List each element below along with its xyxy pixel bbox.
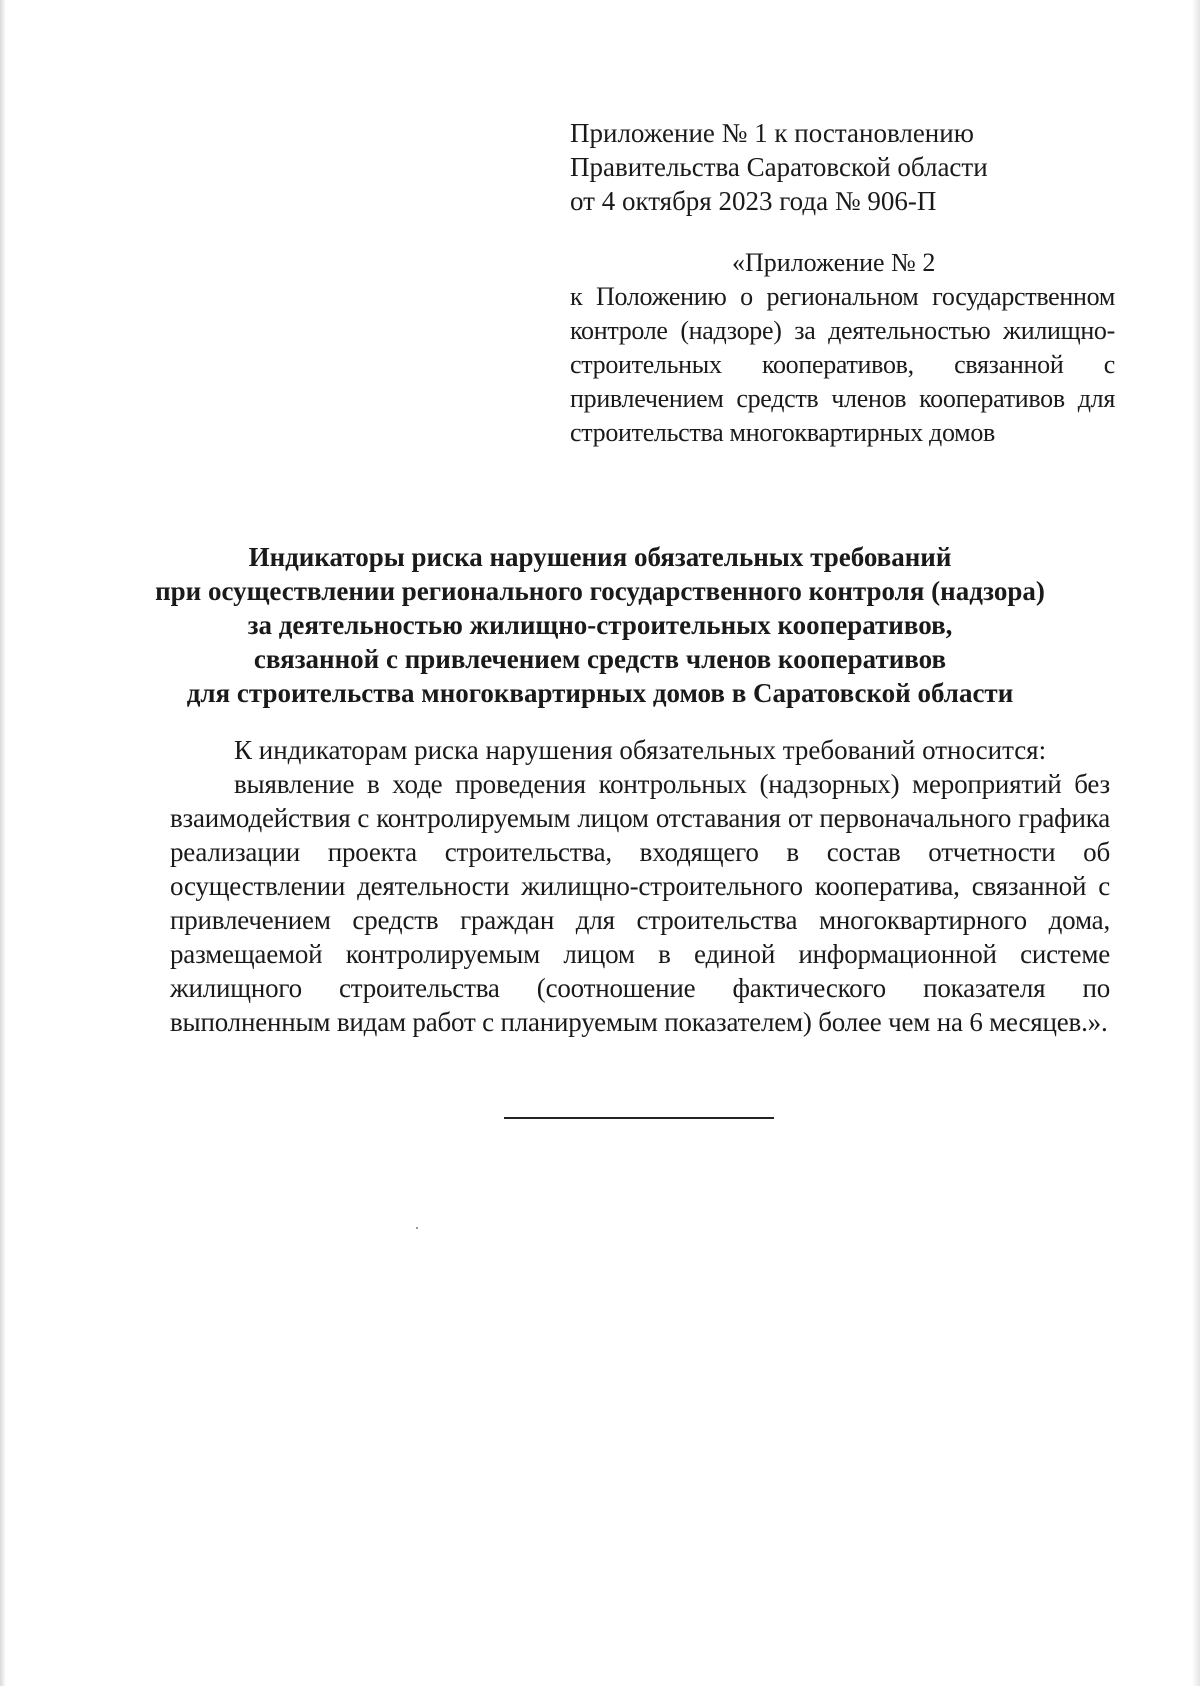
- separator-line: [504, 1117, 774, 1119]
- scan-edge-right: [1192, 0, 1200, 1686]
- scan-speck: [416, 1227, 418, 1229]
- subannex-header: [570, 246, 1115, 450]
- subannex-text: к Положению о региональном государственном контроле (надзоре) за деятельностью жилищно-строительных кооперативов, связанной с привлечением средств членов кооперативов для строительства многоквартирных домов: [570, 282, 1115, 447]
- title-line-2: при осуществлении регионального государственного контроля (надзора): [155, 576, 1045, 606]
- annex-header: [570, 116, 1040, 218]
- body-paragraph: выявление в ходе проведения контрольных (надзорных) мероприятий без взаимодействия с контролируемым лицом отставания от первоначального графика реализации проекта строительства, входящего в состав отчетности об осуществлении деятельности жилищно-строительного кооператива, связанной с привлечением средств граждан для строительства многоквартирного дома, размещаемой контролируемым лицом в единой информационной системе жилищного строительства (соотношение фактического показателя по выполненным видам работ с планируемым показателем) более чем на 6 месяцев.».: [170, 769, 1110, 1037]
- title-line-4: связанной с привлечением средств членов кооперативов: [253, 644, 947, 674]
- document-title: [150, 540, 1050, 710]
- body-intro: К индикаторам риска нарушения обязательных требований относится:: [234, 735, 1047, 765]
- subannex-heading: «Приложение № 2: [732, 248, 936, 277]
- scan-edge-left: [0, 0, 6, 1686]
- title-line-1: Индикаторы риска нарушения обязательных требований: [248, 542, 952, 572]
- annex-line-3: от 4 октября 2023 года № 906-П: [570, 186, 937, 216]
- annex-line-2: Правительства Саратовской области: [570, 152, 988, 182]
- document-body: [170, 733, 1110, 1039]
- title-line-3: за деятельностью жилищно-строительных кооперативов,: [247, 610, 953, 640]
- annex-line-1: Приложение № 1 к постановлению: [570, 118, 974, 148]
- title-line-5: для строительства многоквартирных домов в Саратовской области: [186, 678, 1014, 708]
